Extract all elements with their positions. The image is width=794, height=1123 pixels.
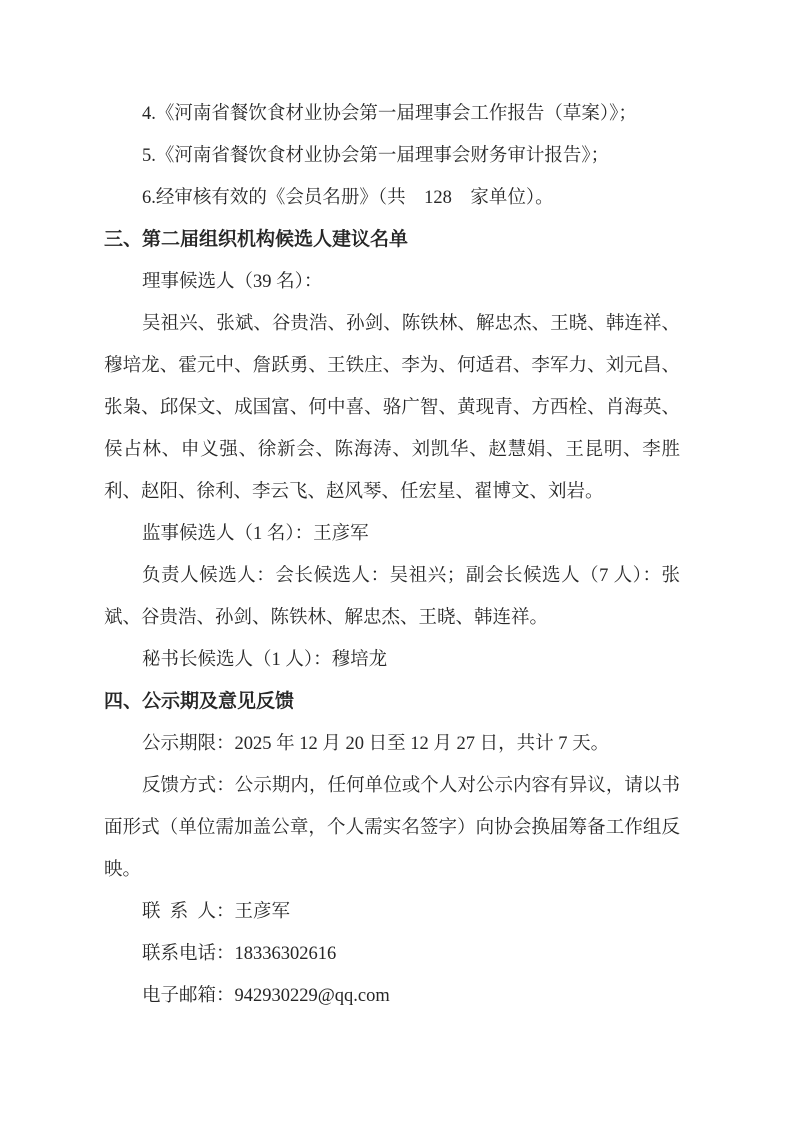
approved-doc-item-6: 6.经审核有效的《会员名册》（共 128 家单位）。 — [142, 188, 554, 208]
contact-email: 电子邮箱：942930229@qq.com — [142, 986, 390, 1006]
director-candidates-label: 理事候选人（39 名）： — [142, 272, 323, 292]
director-candidates-names: 吴祖兴、张斌、谷贵浩、孙剑、陈铁林、解忠杰、王晓、韩连祥、穆培龙、霍元中、詹跃勇、王铁庄、李为、何适君、李军力、刘元昌、张枭、邱保文、成国富、何中喜、骆广智、黄现青、方西栓、肖海英、侯占林、申义强、徐新会、陈海涛、刘凯华、赵慧娟、王昆明、李胜利、赵阳、徐利、李云飞、赵风琴、任宏星、翟博文、刘岩。 — [104, 314, 680, 502]
publicity-period: 公示期限：2025 年 12 月 20 日至 12 月 27 日，共计 7 天。 — [142, 734, 610, 754]
approved-doc-item-5: 5.《河南省餐饮食材业协会第一届理事会财务审计报告》； — [142, 146, 610, 166]
leader-candidates: 负责人候选人：会长候选人：吴祖兴；副会长候选人（7 人）：张斌、谷贵浩、孙剑、陈铁林、解忠杰、王晓、韩连祥。 — [104, 566, 680, 628]
feedback-method: 反馈方式：公示期内，任何单位或个人对公示内容有异议，请以书面形式（单位需加盖公章，个人需实名签字）向协会换届筹备工作组反映。 — [104, 776, 680, 880]
secretary-candidates: 秘书长候选人（1 人）：穆培龙 — [142, 650, 388, 670]
contact-phone: 联系电话：18336302616 — [142, 944, 337, 964]
supervisor-candidates: 监事候选人（1 名）：王彦军 — [142, 524, 369, 544]
contact-person: 联 系 人：王彦军 — [142, 902, 291, 922]
section-3-heading: 三、第二届组织机构候选人建议名单 — [104, 229, 409, 250]
approved-doc-item-4: 4.《河南省餐饮食材业协会第一届理事会工作报告（草案）》； — [142, 104, 637, 124]
section-4-heading: 四、公示期及意见反馈 — [104, 691, 295, 712]
